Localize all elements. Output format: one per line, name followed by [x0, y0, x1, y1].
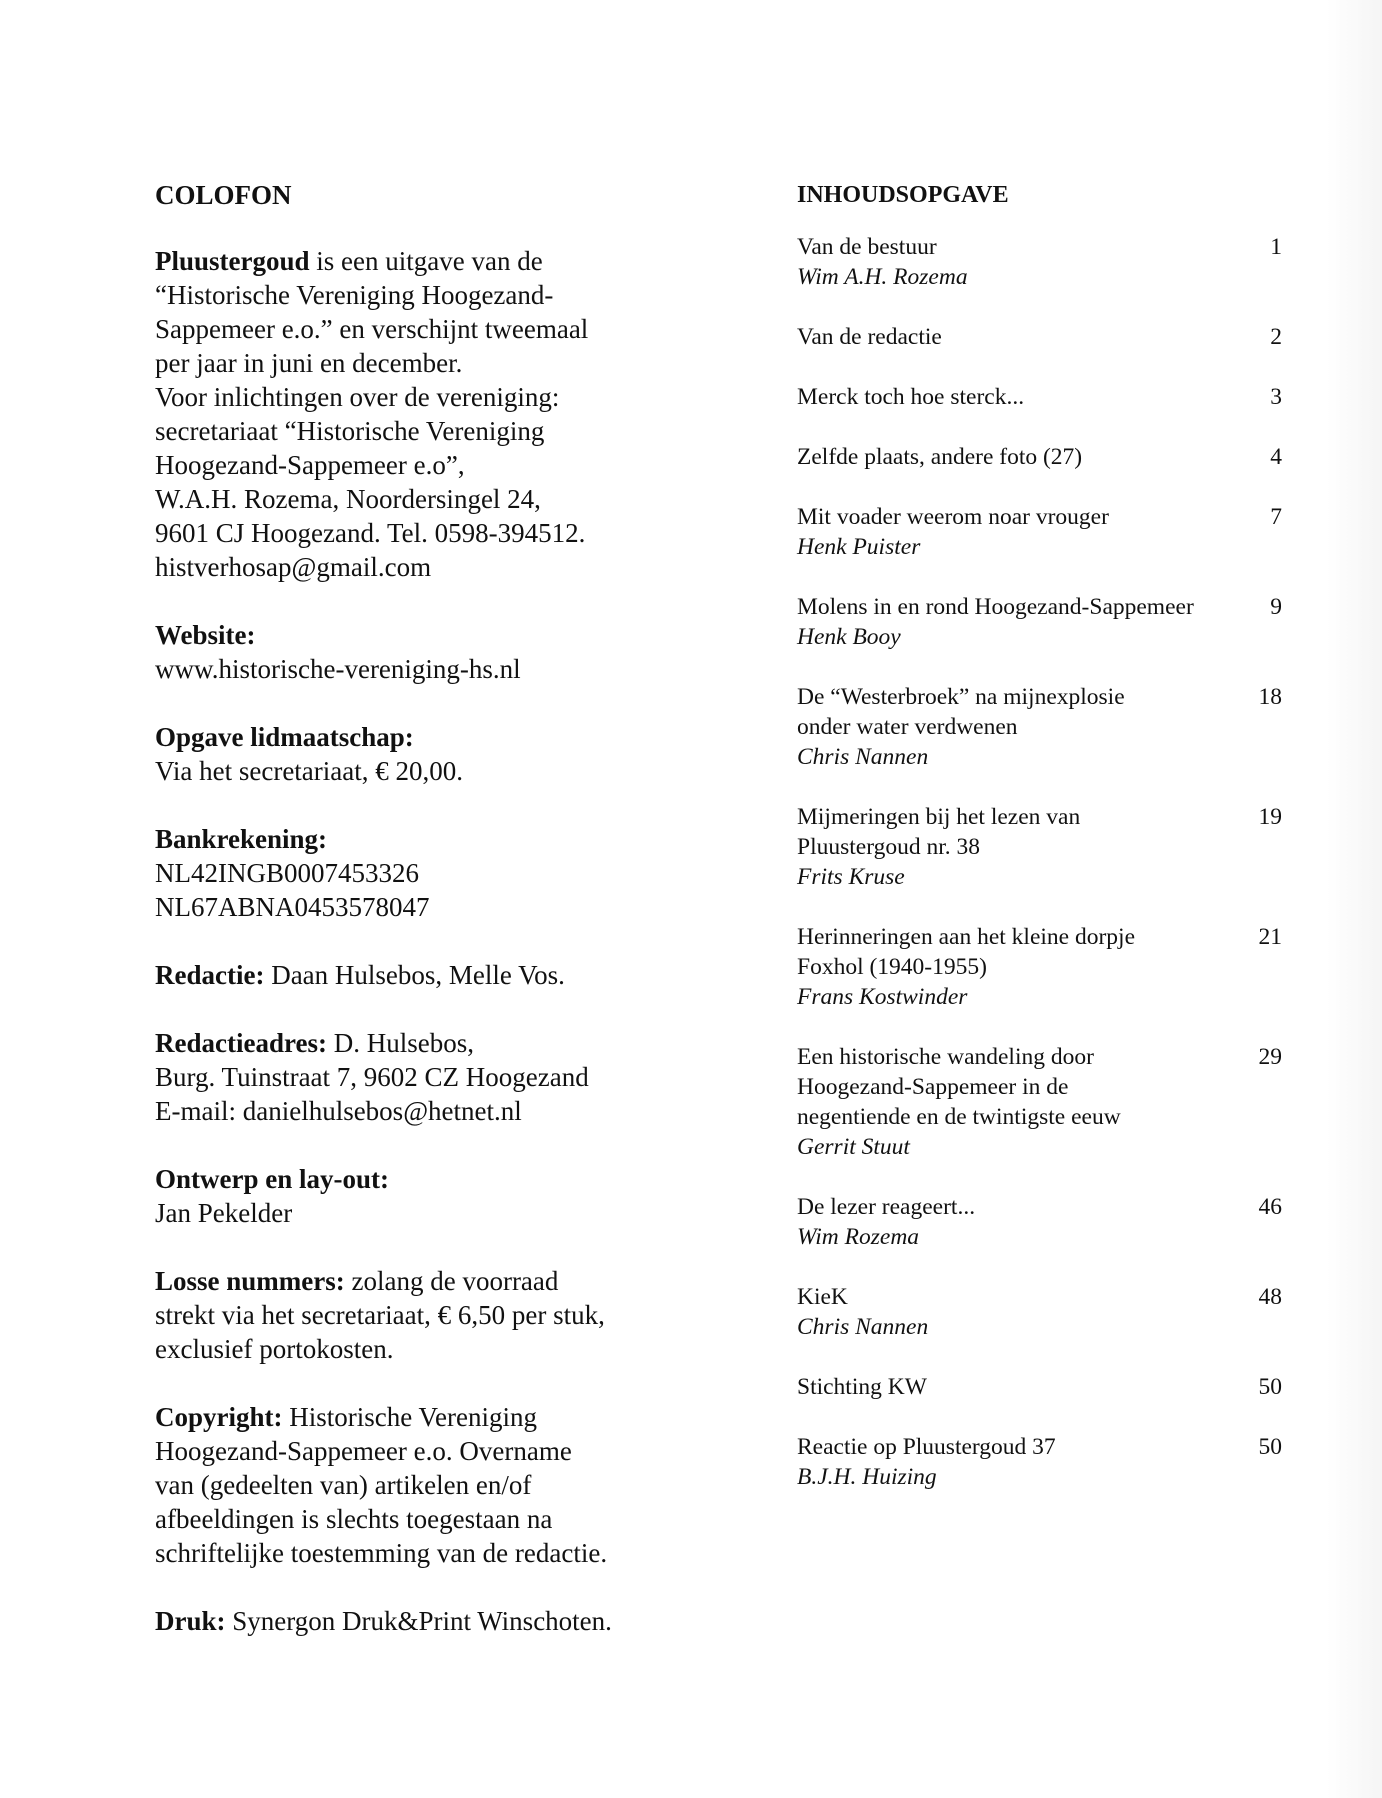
editorial-address-email: E-mail: danielhulsebos@hetnet.nl — [155, 1096, 522, 1126]
toc-entry-title: negentiende en de twintigste eeuw — [797, 1104, 1121, 1130]
toc-entry-title: De “Westerbroek” na mijnexplosie — [797, 684, 1125, 710]
intro-line: “Historische Vereniging Hoogezand- — [155, 280, 554, 310]
toc-entry-author: Chris Nannen — [797, 1314, 929, 1340]
toc-entry-title: Foxhol (1940-1955) — [797, 954, 987, 980]
toc-entry[interactable] — [797, 1372, 1282, 1402]
editorial-address-label: Redactieadres: — [155, 1028, 327, 1058]
toc-column — [797, 178, 1282, 1522]
toc-entry-page: 50 — [1258, 1374, 1282, 1400]
toc-entry[interactable] — [797, 382, 1282, 412]
toc-entry[interactable] — [797, 682, 1282, 772]
toc-entry-title: Mit voader weerom noar vrouger — [797, 504, 1109, 530]
intro-line: Hoogezand-Sappemeer e.o”, — [155, 450, 465, 480]
toc-entry-title: Pluustergoud nr. 38 — [797, 834, 981, 860]
toc-entry[interactable] — [797, 502, 1282, 562]
toc-entry-title: Herinneringen aan het kleine dorpje — [797, 924, 1135, 950]
toc-entry-page: 9 — [1270, 594, 1282, 620]
toc-entry-author: B.J.H. Huizing — [797, 1464, 937, 1490]
copyright-text: Historische Vereniging — [282, 1402, 537, 1432]
copyright-line: van (gedeelten van) artikelen en/of — [155, 1470, 532, 1500]
toc-entry-title: Zelfde plaats, andere foto (27) — [797, 444, 1083, 470]
toc-entry-title: KieK — [797, 1284, 848, 1310]
copyright-section — [155, 1400, 675, 1570]
toc-entry-page: 7 — [1270, 504, 1282, 530]
toc-entry[interactable] — [797, 232, 1282, 292]
colofon-column — [155, 178, 675, 1672]
website-section — [155, 618, 675, 686]
toc-entry-page: 29 — [1258, 1044, 1282, 1070]
toc-entry-title: Mijmeringen bij het lezen van — [797, 804, 1081, 830]
toc-entry-page: 1 — [1270, 234, 1282, 260]
print-value: Synergon Druk&Print Winschoten. — [225, 1606, 612, 1636]
intro-line: Sappemeer e.o.” en verschijnt tweemaal — [155, 314, 589, 344]
website-label: Website: — [155, 620, 256, 650]
toc-entry-page: 4 — [1270, 444, 1282, 470]
intro-line: secretariaat “Historische Vereniging — [155, 416, 545, 446]
toc-entry[interactable] — [797, 322, 1282, 352]
single-issues-text: zolang de voorraad — [344, 1266, 559, 1296]
single-issues-line: strekt via het secretariaat, € 6,50 per stuk, — [155, 1300, 605, 1330]
toc-entry-author: Henk Booy — [797, 624, 901, 650]
intro-publication-name: Pluustergoud — [155, 246, 310, 276]
single-issues-label: Losse nummers: — [155, 1266, 345, 1296]
toc-entry-title: Reactie op Pluustergoud 37 — [797, 1434, 1056, 1460]
editors-label: Redactie: — [155, 960, 265, 990]
toc-entry-title: De lezer reageert... — [797, 1194, 976, 1220]
toc-entry[interactable] — [797, 442, 1282, 472]
toc-entry[interactable] — [797, 1042, 1282, 1162]
colofon-title: COLOFON — [155, 180, 292, 210]
bank-account: NL67ABNA0453578047 — [155, 892, 430, 922]
copyright-label: Copyright: — [155, 1402, 283, 1432]
intro-line: per jaar in juni en december. — [155, 348, 463, 378]
toc-entry-page: 2 — [1270, 324, 1282, 350]
toc-entry-page: 18 — [1258, 684, 1282, 710]
toc-entry-title: Stichting KW — [797, 1374, 927, 1400]
single-issues-section — [155, 1264, 675, 1366]
toc-entry[interactable] — [797, 1192, 1282, 1252]
intro-line: Voor inlichtingen over de vereniging: — [155, 382, 560, 412]
toc-entry-title: onder water verdwenen — [797, 714, 1018, 740]
intro-first-line — [155, 244, 675, 278]
editorial-address-section — [155, 1026, 675, 1128]
single-issues-line: exclusief portokosten. — [155, 1334, 394, 1364]
toc-title: INHOUDSOPGAVE — [797, 182, 1009, 208]
membership-value: Via het secretariaat, € 20,00. — [155, 756, 463, 786]
membership-label: Opgave lidmaatschap: — [155, 722, 414, 752]
design-section — [155, 1162, 675, 1230]
editors-section — [155, 958, 675, 992]
print-label: Druk: — [155, 1606, 226, 1636]
print-section — [155, 1604, 675, 1638]
editorial-address-street: Burg. Tuinstraat 7, 9602 CZ Hoogezand — [155, 1062, 589, 1092]
toc-entry-author: Wim Rozema — [797, 1224, 920, 1250]
toc-entry-author: Chris Nannen — [797, 744, 929, 770]
copyright-line: Hoogezand-Sappemeer e.o. Overname — [155, 1436, 572, 1466]
toc-entry-title: Hoogezand-Sappemeer in de — [797, 1074, 1069, 1100]
toc-entry-title: Van de redactie — [797, 324, 942, 350]
membership-section — [155, 720, 675, 788]
bank-section — [155, 822, 675, 924]
toc-entry-author: Frans Kostwinder — [797, 984, 968, 1010]
toc-entry-page: 46 — [1258, 1194, 1282, 1220]
colofon-intro — [155, 244, 675, 584]
intro-line: 9601 CJ Hoogezand. Tel. 0598-394512. — [155, 518, 586, 548]
toc-entry[interactable] — [797, 802, 1282, 892]
toc-entry-author: Frits Kruse — [797, 864, 905, 890]
toc-entry[interactable] — [797, 592, 1282, 652]
bank-account: NL42INGB0007453326 — [155, 858, 419, 888]
website-link[interactable]: www.historische-vereniging-hs.nl — [155, 654, 521, 684]
toc-entry-page: 50 — [1258, 1434, 1282, 1460]
toc-entry-title: Een historische wandeling door — [797, 1044, 1094, 1070]
toc-entry-page: 21 — [1258, 924, 1282, 950]
toc-entry[interactable] — [797, 1282, 1282, 1342]
toc-entry-title: Merck toch hoe sterck... — [797, 384, 1025, 410]
intro-email: histverhosap@gmail.com — [155, 552, 432, 582]
toc-entry-author: Henk Puister — [797, 534, 921, 560]
toc-entry[interactable] — [797, 1432, 1282, 1492]
copyright-line: afbeeldingen is slechts toegestaan na — [155, 1504, 553, 1534]
toc-entry-author: Wim A.H. Rozema — [797, 264, 968, 290]
editors-value: Daan Hulsebos, Melle Vos. — [264, 960, 565, 990]
toc-entry-page: 48 — [1258, 1284, 1282, 1310]
intro-first-line-text: is een uitgave van de — [309, 246, 543, 276]
copyright-line: schriftelijke toestemming van de redactie. — [155, 1538, 608, 1568]
bank-label: Bankrekening: — [155, 824, 328, 854]
toc-entry-title: Van de bestuur — [797, 234, 937, 260]
design-value: Jan Pekelder — [155, 1198, 293, 1228]
toc-entry-page: 3 — [1270, 384, 1282, 410]
toc-entry[interactable] — [797, 922, 1282, 1012]
editorial-address-name: D. Hulsebos, — [326, 1028, 474, 1058]
toc-entry-title: Molens in en rond Hoogezand-Sappemeer — [797, 594, 1194, 620]
intro-line: W.A.H. Rozema, Noordersingel 24, — [155, 484, 541, 514]
toc-entry-page: 19 — [1258, 804, 1282, 830]
toc-entry-author: Gerrit Stuut — [797, 1134, 910, 1160]
design-label: Ontwerp en lay-out: — [155, 1164, 389, 1194]
